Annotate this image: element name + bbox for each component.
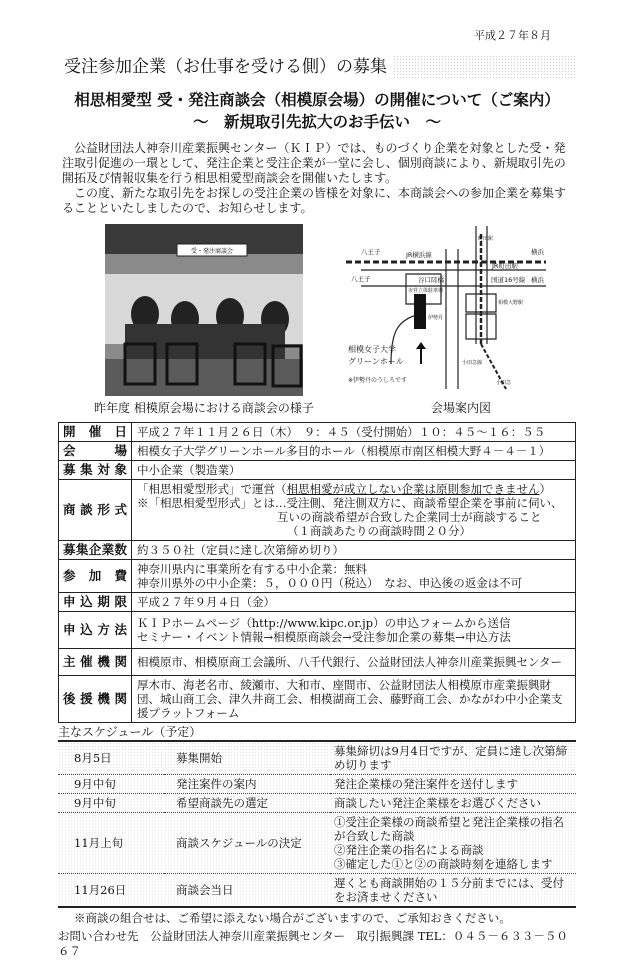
info-row-deadline [59,593,576,612]
map-label-yokohama: 横浜 [531,276,544,284]
map-label-machida: 町田駅 [478,236,494,242]
format-warning: 相思相愛が成立しない企業は原則参加できません [286,482,540,496]
schedule-date: 8月5日 [58,741,164,775]
info-row-count [59,541,576,560]
info-row-method [59,612,576,649]
venue-map [346,224,576,396]
recruitment-heading: 受注参加企業（お仕事を受ける側）の募集 [64,57,387,77]
row-label: 後援機関 [59,676,132,723]
map-label-taniguchi: 谷口陸橋 [418,276,444,284]
row-value [132,612,576,649]
detail-line: 発注企業様の発注案件を送付します [334,777,518,791]
schedule-event: 商談会当日 [164,874,330,908]
row-label: 開催日 [59,423,132,442]
row-label: 申込方法 [59,612,132,649]
schedule-row [58,741,576,775]
row-value: 平成２７年９月４日（金） [132,593,576,612]
map-label-yokohama: 横浜 [531,248,544,256]
schedule-detail [330,874,576,908]
detail-line: ③確定した①と②の商談時刻を連絡します [334,857,553,871]
map-label-odakyu: 小田急 [496,380,512,386]
row-value: 厚木市、海老名市、綾瀬市、大和市、座間市、公益財団法人相模原市産業振興財団、城山商工会、津久井商工会、相模湖商工会、藤野商工会、かながわ中小企業支援プラットフォーム [132,676,576,723]
row-value: 相模女子大学グリーンホール多目的ホール（相模原市南区相模大野４－４－１） [132,442,576,461]
format-text: ※「相思相愛型形式」とは…受注側、発注側双方に、商談希望企業を事前に伺い、 [137,496,563,510]
map-label-isetan: 伊勢丹 [428,315,444,321]
map-note: ※伊勢丹のうしろです [348,377,407,384]
intro-paragraph: 公益財団法人神奈川産業振興センター（ＫＩＰ）では、ものづくり企業を対象とした受・発注取引促進の一環として、発注企業と受注企業が一堂に会し、個別商談により、新規取引先の開拓及び情報収集を行う相思相愛型商談会を開催いたします。 [62,141,566,185]
map-label-parking: 市営立体駐車場 [408,288,444,294]
map-label-route16: 国道16号線 [491,276,526,284]
info-row-supporter [59,676,576,723]
title-line-2: ～ 新規取引先拡大のお手伝い ～ [192,113,441,131]
schedule-event: 希望商談先の選定 [164,794,330,813]
schedule-date: 11月上旬 [58,813,164,874]
schedule-row [58,874,576,908]
fee-line: 神奈川県内に事業所を有する中小企業：無料 [137,562,367,576]
detail-line: 遅くとも商談開始の１５分前までには、受付をお済ませください [334,876,564,904]
info-row-target [59,461,576,480]
row-label: 会場 [59,442,132,461]
detail-line: 募集締切は9月4日ですが、定員に達し次第締め切ります [334,744,568,772]
row-value: 相模原市、相模原商工会議所、八千代銀行、公益財団法人神奈川産業振興センター [132,649,576,676]
detail-line: 商談したい発注企業様をお選びください [334,796,541,810]
row-value: 平成２７年１１月２６日（木） ９：４５（受付開始）１０：４５～１６：５５ [132,423,576,442]
map-label-sagami-ono: 相模大野駅 [498,300,524,306]
info-row-format [59,480,576,541]
format-text: 互いの商談希望が合致した企業同士が商談すること [277,510,542,524]
photo-caption: 昨年度 相模原会場における商談会の様子 [94,401,314,415]
issue-date: 平成２７年８月 [474,29,551,42]
format-text: 「相思相愛型形式」で運営（ [137,482,287,496]
schedule-row [58,794,576,813]
map-label-jr-machida: JR町田駅 [492,262,518,270]
map-label-yokohama-line: JR横浜線 [406,251,432,259]
title-line-1: 相思相愛型 受・発注商談会（相模原会場）の開催について（ご案内） [74,91,560,109]
row-label: 参加費 [59,560,132,593]
map-label-venue: グリーンホール [348,357,404,366]
method-line: ＫＩＰホームページ（http://www.kipc.or.jp）の申込フォームから送信 [137,616,511,630]
row-value [132,480,576,541]
schedule-event: 募集開始 [164,741,330,775]
intro-paragraph: この度、新たな取引先をお探しの受注企業の皆様を対象に、本商談会への参加企業を募集することといたしましたので、お知らせします。 [62,186,567,215]
map-label-venue: 相模女子大学 [348,345,396,354]
detail-line: ②発注企業の指名による商談 [334,843,484,857]
method-line: セミナー・イベント情報→相模原商談会→受注参加企業の募集→申込方法 [137,630,511,644]
schedule-event: 発注案件の案内 [164,775,330,794]
row-value: 中小企業（製造業） [132,461,576,480]
row-label: 申込期限 [59,593,132,612]
format-text: ） [539,482,551,496]
photo-banner: 受・発注商談会 [190,248,233,255]
row-value [132,560,576,593]
row-label: 主催機関 [59,649,132,676]
schedule-date: 9月中旬 [58,794,164,813]
heading-shading [393,55,576,79]
heading-row [58,55,576,79]
info-row-venue [59,442,576,461]
schedule-date: 9月中旬 [58,775,164,794]
map-label-odakyu: 小田急線 [462,360,483,366]
row-label: 商談形式 [59,480,132,541]
map-label-hachioji: 八王子 [351,275,371,283]
info-row-organizer [59,649,576,676]
map-label-hachioji: 八王子 [361,248,381,256]
row-label: 募集企業数 [59,541,132,560]
format-text: （１商談あたりの商談時間２０分） [287,524,471,538]
row-label: 募集対象 [59,461,132,480]
map-caption: 会場案内図 [430,401,491,415]
schedule-date: 11月26日 [58,874,164,908]
intro-text [58,141,576,216]
schedule-event: 商談スケジュールの決定 [164,813,330,874]
info-row-date [59,423,576,442]
fee-line: 神奈川県外の中小企業：５，０００円（税込） なお、申込後の返金は不可 [137,576,523,590]
schedule-row [58,775,576,794]
event-info-table [58,422,576,723]
info-row-fee [59,560,576,593]
schedule-row [58,813,576,874]
photo-image [105,224,303,396]
event-photo [105,224,303,396]
figures-row [58,224,576,416]
schedule-detail [330,741,576,775]
event-title [58,89,576,133]
contact-info: お問い合わせ先 公益財団法人神奈川産業振興センター 取引振興課 TEL：０４５－６３３－５０６７ [58,929,568,958]
schedule-detail [330,813,576,874]
schedule-detail [330,794,576,813]
schedule-table [58,740,576,908]
map-figure [346,224,576,416]
matching-note: ※商談の組合せは、ご希望に添えない場合がございますので、ご承知おきください。 [74,911,511,925]
schedule-detail [330,775,576,794]
photo-figure [58,224,314,416]
detail-line: ①受注企業様の商談希望と発注企業様の指名が合致した商談 [334,815,564,843]
row-value: 約３５０社（定員に達し次第締め切り） [132,541,576,560]
schedule-title: 主なスケジュール（予定） [58,725,202,739]
